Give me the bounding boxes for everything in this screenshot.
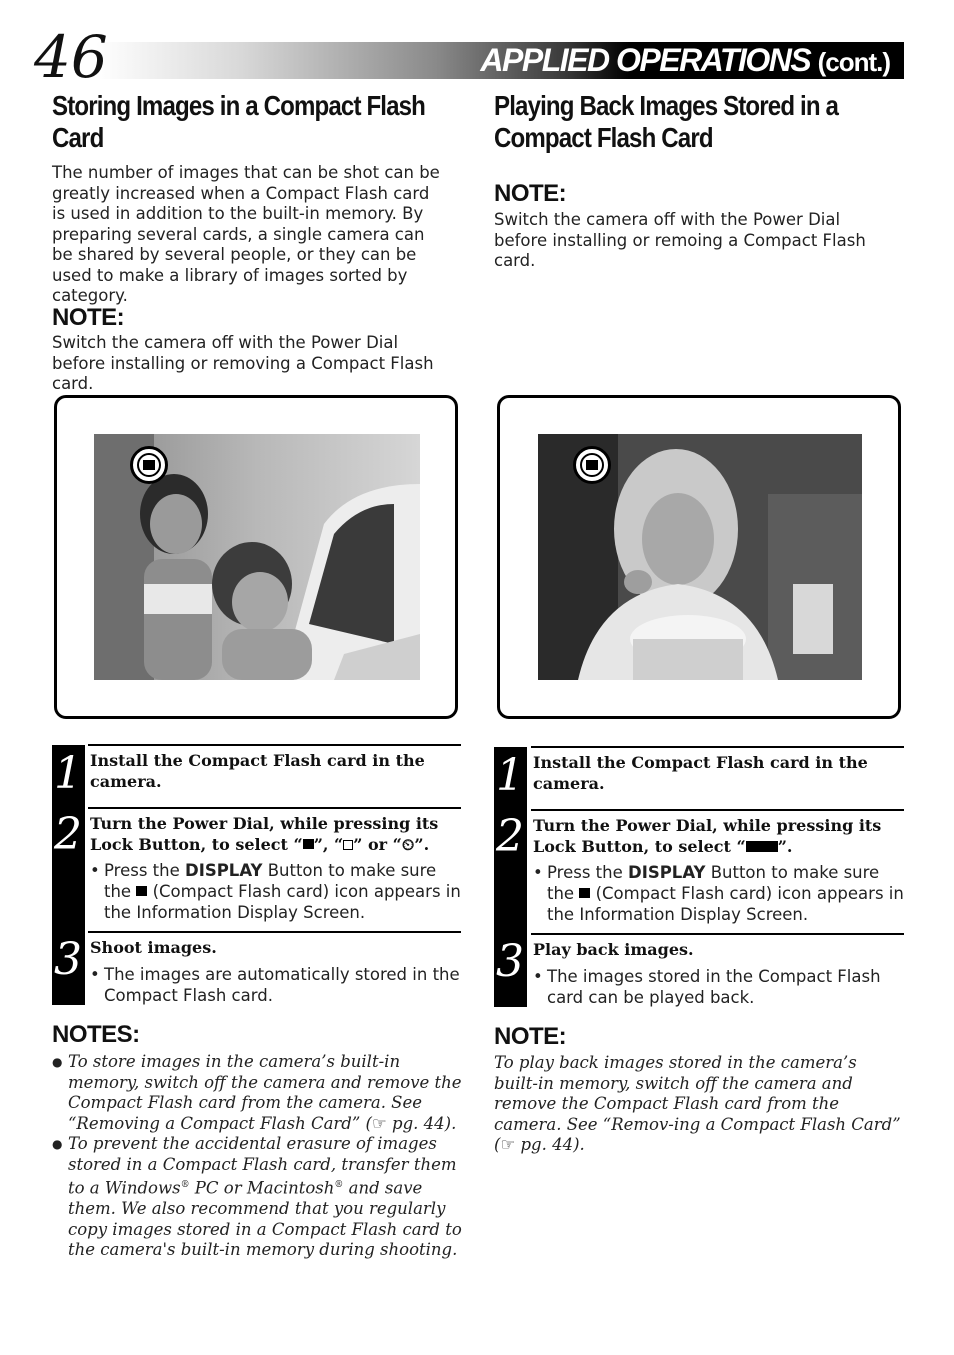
left-step-2-title: Turn the Power Dial, while pressing its Lock Button, to select “ ”, “ ” or “⏲”. <box>90 814 439 854</box>
left-note-heading: NOTE: <box>52 304 125 331</box>
right-step-rule <box>531 809 904 811</box>
left-step-2-number: 2 <box>54 809 82 860</box>
right-note2-text: To play back images stored in the camera’s built-in memory, switch off the camera and remove the Compact Flash card from the camera. See “Remov-ing a Compact Flash Card” (☞ pg. 44). <box>494 1053 901 1154</box>
cf-card-mode-badge <box>573 446 611 484</box>
pointing-hand-icon: ☞ <box>500 1135 516 1154</box>
page-header-title: APPLIED OPERATIONS (cont.) <box>480 42 890 78</box>
cf-card-icon <box>136 886 147 896</box>
page-number: 46 <box>34 23 108 91</box>
left-step-2-bullet: • Press the DISPLAY Button to make sure the (Compact Flash card) icon appears in the Information Display Screen. <box>90 861 461 922</box>
playback-mode-icon <box>746 841 778 852</box>
left-step-1-number: 1 <box>54 748 82 799</box>
right-step-3-number: 3 <box>496 936 524 987</box>
right-step-3-title: Play back images. <box>533 940 694 959</box>
right-step-2-number: 2 <box>496 811 524 862</box>
right-note-text: Switch the camera off with the Power Dial before installing or remoing a Compact Flash card. <box>494 210 866 270</box>
right-step-3-bullet: • The images stored in the Compact Flash card can be played back. <box>533 967 881 1007</box>
left-section-title: Storing Images in a Compact Flash Card <box>52 90 426 153</box>
left-intro-paragraph: The number of images that can be shot can be greatly increased when a Compact Flash card is used in addition to the built-in memory. By preparing several cards, a single camera can be shared by several people, or they can be used to make a library of images sorted by category. <box>52 163 440 305</box>
right-step-rule <box>531 746 904 748</box>
left-step-3-title: Shoot images. <box>90 938 217 957</box>
left-step-3-bullet: • The images are automatically stored in the Compact Flash card. <box>90 965 460 1005</box>
right-step-2-title: Turn the Power Dial, while pressing its Lock Button, to select “ ”. <box>533 816 882 856</box>
right-step-1-number: 1 <box>496 750 524 801</box>
left-note-text: Switch the camera off with the Power Dial before installing or removing a Compact Flash card. <box>52 333 434 393</box>
left-step-1-title: Install the Compact Flash card in the camera. <box>90 751 425 791</box>
cf-card-mode-badge <box>130 446 168 484</box>
right-step-1-title: Install the Compact Flash card in the camera. <box>533 753 868 793</box>
right-note2-heading: NOTE: <box>494 1023 567 1050</box>
right-note-heading: NOTE: <box>494 180 567 207</box>
left-step-3-number: 3 <box>54 934 82 985</box>
cf-card-icon <box>579 888 590 898</box>
pointing-hand-icon: ☞ <box>371 1113 387 1133</box>
right-step-2-bullet: • Press the DISPLAY Button to make sure the (Compact Flash card) icon appears in the Information Display Screen. <box>533 863 904 924</box>
left-step-rule <box>88 744 461 746</box>
right-section-title: Playing Back Images Stored in a Compact Flash Card <box>494 90 839 153</box>
built-in-memory-icon <box>343 840 353 850</box>
left-step-rule <box>88 931 461 933</box>
cf-card-icon <box>303 839 314 849</box>
right-step-rule <box>531 933 904 935</box>
left-notes-heading: NOTES: <box>52 1021 140 1048</box>
left-notes-item: ● To store images in the camera’s built-in memory, switch off the camera and remove the Compact Flash card from the camera. See “Removing a Compact Flash Card” (☞ pg. 44). <box>52 1052 462 1133</box>
left-notes-item: ● To prevent the accidental erasure of images stored in a Compact Flash card, transfer them to a Windows® PC or Macintosh® and save them. We also recommend that you regularly copy images stored in a Compact Flash card to the camera's built-in memory during shooting. <box>52 1134 462 1259</box>
left-step-rule <box>88 807 461 809</box>
